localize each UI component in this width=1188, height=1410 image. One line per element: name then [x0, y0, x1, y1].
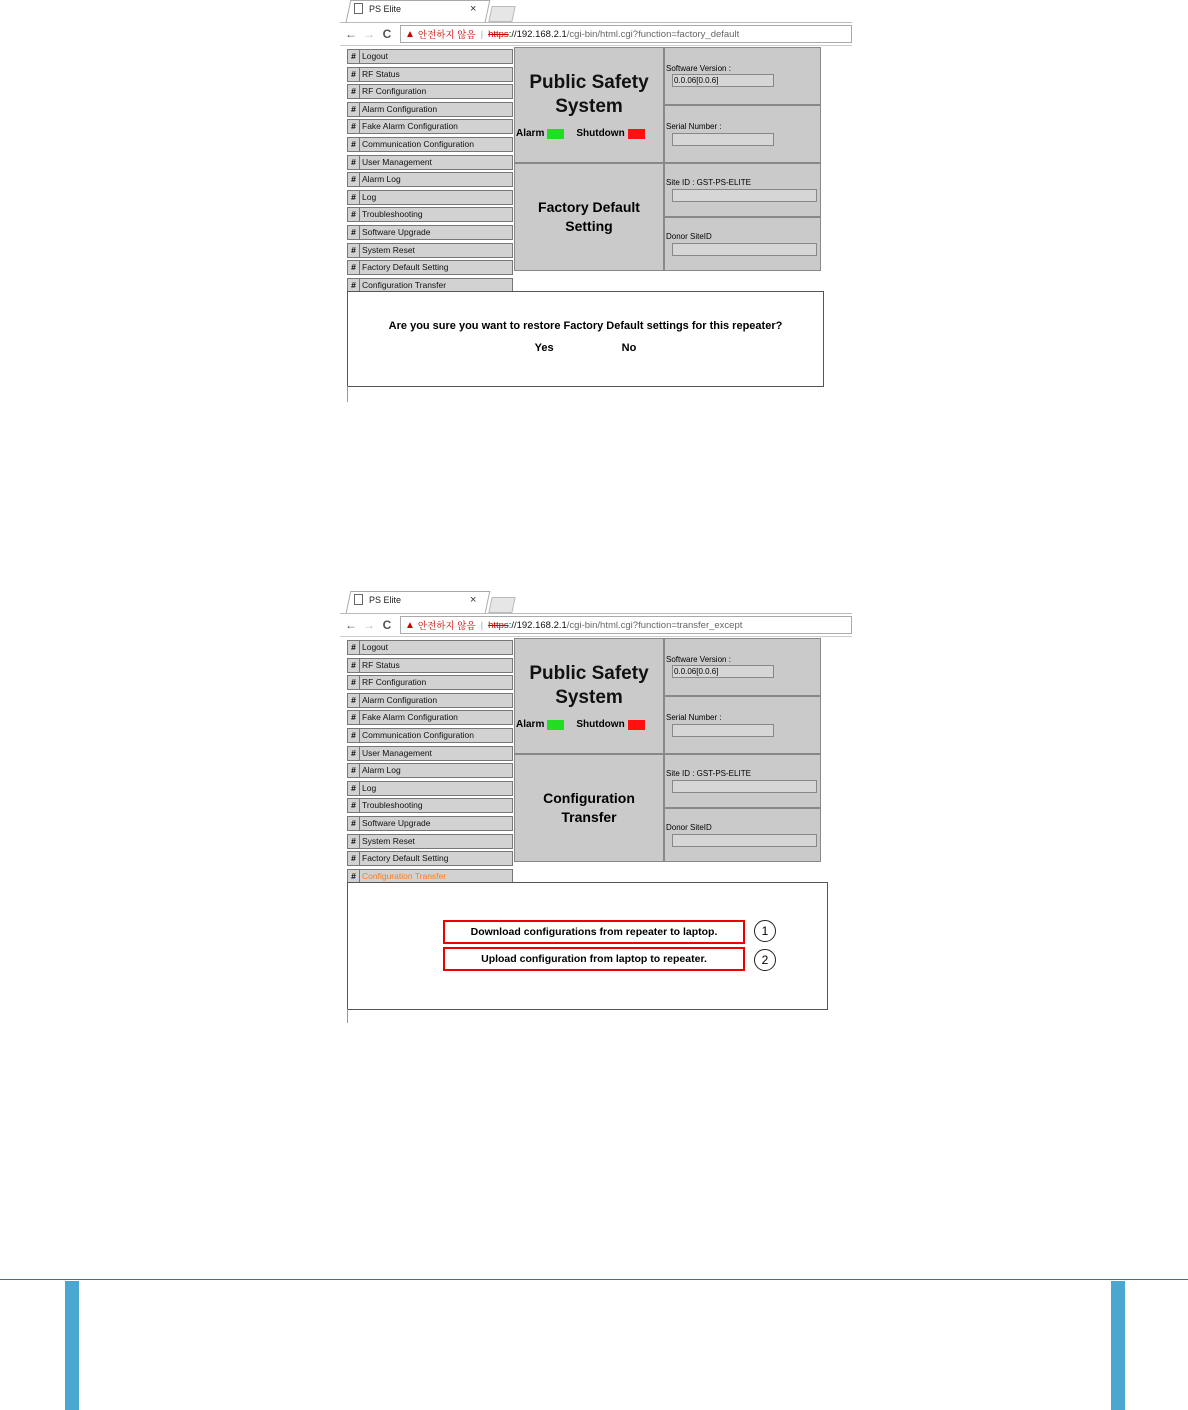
serial-number-cell: [664, 105, 821, 163]
marker-2: 2: [754, 949, 776, 971]
back-arrow-icon[interactable]: ←: [345, 27, 357, 41]
menu-item-factory-default-setting[interactable]: # Factory Default Setting: [347, 260, 513, 275]
separator: |: [480, 619, 484, 631]
site-id-label: Site ID : GST-PS-ELITE: [666, 769, 751, 778]
alarm-label: Alarm: [516, 719, 545, 730]
software-version-cell: [664, 47, 821, 105]
donor-siteid-cell: [664, 808, 821, 862]
side-menu: [347, 49, 513, 295]
menu-item-troubleshooting[interactable]: # Troubleshooting: [347, 798, 513, 813]
menu-item-software-upgrade[interactable]: # Software Upgrade: [347, 225, 513, 240]
software-version-field: 0.0.06[0.0.6]: [672, 74, 774, 87]
site-id-cell: [664, 754, 821, 808]
tab-close-icon[interactable]: ×: [470, 594, 477, 606]
serial-number-label: Serial Number :: [666, 122, 722, 131]
tab-bar: [340, 591, 852, 614]
alarm-led-icon: [547, 129, 564, 139]
menu-item-configuration-transfer[interactable]: # Configuration Transfer: [347, 278, 513, 293]
new-tab-button[interactable]: [488, 597, 515, 613]
menu-item-communication-configuration[interactable]: # Communication Configuration: [347, 137, 513, 152]
left-border-line: [347, 1009, 348, 1023]
insecure-label: 안전하지 않음: [417, 30, 476, 41]
download-config-button[interactable]: Download configurations from repeater to laptop.: [443, 920, 745, 944]
header-title-cell: [514, 638, 664, 754]
menu-item-communication-configuration[interactable]: # Communication Configuration: [347, 728, 513, 743]
status-leds: [516, 128, 645, 139]
menu-item-log[interactable]: # Log: [347, 190, 513, 205]
shutdown-label: Shutdown: [576, 719, 625, 730]
page-content: [340, 637, 852, 1037]
serial-number-label: Serial Number :: [666, 713, 722, 722]
menu-item-fake-alarm-configuration[interactable]: # Fake Alarm Configuration: [347, 710, 513, 725]
menu-item-rf-status[interactable]: # RF Status: [347, 658, 513, 673]
section-title: Configuration Transfer: [543, 790, 635, 825]
footer-bar-left: [65, 1281, 79, 1410]
menu-item-fake-alarm-configuration[interactable]: # Fake Alarm Configuration: [347, 119, 513, 134]
browser-screenshot-factory-default: [340, 0, 852, 416]
page-icon: [354, 594, 363, 605]
serial-number-field: [672, 133, 774, 146]
url-path: /cgi-bin/html.cgi?function=transfer_except: [566, 619, 743, 631]
warning-icon: ▲: [405, 619, 415, 631]
menu-item-troubleshooting[interactable]: # Troubleshooting: [347, 207, 513, 222]
section-title: Factory Default Setting: [538, 199, 640, 234]
shutdown-led-icon: [628, 129, 645, 139]
forward-arrow-icon[interactable]: →: [363, 27, 375, 41]
url-scheme: https: [488, 619, 509, 631]
menu-item-rf-status[interactable]: # RF Status: [347, 67, 513, 82]
software-version-label: Software Version :: [666, 655, 731, 664]
footer-bar-right: [1111, 1281, 1125, 1410]
software-version-cell: [664, 638, 821, 696]
serial-number-cell: [664, 696, 821, 754]
new-tab-button[interactable]: [488, 6, 515, 22]
back-arrow-icon[interactable]: ←: [345, 618, 357, 632]
menu-item-factory-default-setting[interactable]: # Factory Default Setting: [347, 851, 513, 866]
menu-item-user-management[interactable]: # User Management: [347, 155, 513, 170]
site-id-field: [672, 780, 817, 793]
transfer-panel: [347, 882, 828, 1010]
url-input[interactable]: [400, 616, 852, 634]
menu-item-alarm-log[interactable]: # Alarm Log: [347, 172, 513, 187]
shutdown-label: Shutdown: [576, 128, 625, 139]
alarm-led-icon: [547, 720, 564, 730]
page-icon: [354, 3, 363, 14]
forward-arrow-icon[interactable]: →: [363, 618, 375, 632]
alarm-label: Alarm: [516, 128, 545, 139]
menu-item-log[interactable]: # Log: [347, 781, 513, 796]
status-leds: [516, 719, 645, 730]
menu-item-system-reset[interactable]: # System Reset: [347, 834, 513, 849]
donor-siteid-cell: [664, 217, 821, 271]
site-id-cell: [664, 163, 821, 217]
software-version-label: Software Version :: [666, 64, 731, 73]
menu-item-alarm-configuration[interactable]: # Alarm Configuration: [347, 102, 513, 117]
donor-siteid-field: [672, 834, 817, 847]
site-id-label: Site ID : GST-PS-ELITE: [666, 178, 751, 187]
confirm-dialog: [347, 291, 824, 387]
menu-item-logout[interactable]: # Logout: [347, 640, 513, 655]
menu-item-rf-configuration[interactable]: # RF Configuration: [347, 84, 513, 99]
donor-siteid-label: Donor SiteID: [666, 232, 712, 241]
url-scheme: https: [488, 28, 509, 40]
upload-config-button[interactable]: Upload configuration from laptop to repeater.: [443, 947, 745, 971]
tab-close-icon[interactable]: ×: [470, 3, 477, 15]
section-title-cell: [514, 163, 664, 271]
marker-1: 1: [754, 920, 776, 942]
address-bar-row: [340, 23, 852, 46]
serial-number-field: [672, 724, 774, 737]
address-bar-row: [340, 614, 852, 637]
insecure-label: 안전하지 않음: [417, 621, 476, 632]
menu-item-logout[interactable]: # Logout: [347, 49, 513, 64]
donor-siteid-field: [672, 243, 817, 256]
donor-siteid-label: Donor SiteID: [666, 823, 712, 832]
url-path: /cgi-bin/html.cgi?function=factory_default: [566, 28, 740, 40]
menu-item-alarm-log[interactable]: # Alarm Log: [347, 763, 513, 778]
tab-title: PS Elite: [369, 594, 402, 605]
url-host: ://192.168.2.1: [508, 28, 567, 40]
footer-rule: [0, 1279, 1188, 1280]
site-id-field: [672, 189, 817, 202]
yes-button[interactable]: Yes: [534, 342, 554, 354]
shutdown-led-icon: [628, 720, 645, 730]
tab-bar: [340, 0, 852, 23]
url-input[interactable]: [400, 25, 852, 43]
url-host: ://192.168.2.1: [508, 619, 567, 631]
page-title: Public Safety System: [529, 663, 649, 708]
tab-title: PS Elite: [369, 3, 402, 14]
side-menu: [347, 640, 513, 886]
section-title-cell: [514, 754, 664, 862]
browser-screenshot-configuration-transfer: [340, 591, 852, 1037]
header-title-cell: [514, 47, 664, 163]
menu-item-system-reset[interactable]: # System Reset: [347, 243, 513, 258]
no-button[interactable]: No: [621, 342, 637, 354]
software-version-field: 0.0.06[0.0.6]: [672, 665, 774, 678]
left-border-line: [347, 386, 348, 402]
separator: |: [480, 28, 484, 40]
menu-item-user-management[interactable]: # User Management: [347, 746, 513, 761]
warning-icon: ▲: [405, 28, 415, 40]
menu-item-rf-configuration[interactable]: # RF Configuration: [347, 675, 513, 690]
menu-item-configuration-transfer[interactable]: # Configuration Transfer: [347, 869, 513, 884]
menu-item-software-upgrade[interactable]: # Software Upgrade: [347, 816, 513, 831]
confirm-question: Are you sure you want to restore Factory Default settings for this repeater?: [388, 320, 783, 332]
reload-icon[interactable]: C: [382, 27, 392, 41]
reload-icon[interactable]: C: [382, 618, 392, 632]
page-content: [340, 46, 852, 416]
menu-item-alarm-configuration[interactable]: # Alarm Configuration: [347, 693, 513, 708]
page-title: Public Safety System: [529, 72, 649, 117]
